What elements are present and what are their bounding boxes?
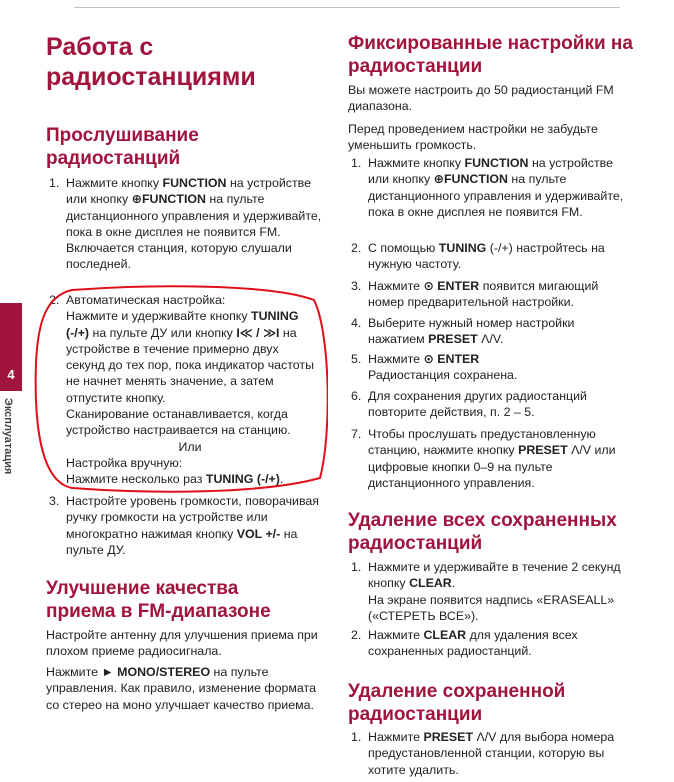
section-heading-delete-all: Удаление всех сохраненных радиостанций	[348, 510, 617, 554]
page-title: Работа с радиостанциями	[46, 33, 256, 91]
list-item: 5. Нажмите ⊙ ENTER Радиостанция сохранена.	[351, 352, 518, 383]
list-item: 7. Чтобы прослушать предустановленную станцию, нажмите кнопку PRESET Λ/V или цифровые кнопки 0–9 на пульте дистанционного управления.	[351, 427, 616, 490]
list-item: 6. Для сохранения других радиостанций повторите действия, п. 2 – 5.	[351, 389, 587, 420]
list-item: 1. Нажмите кнопку FUNCTION на устройстве или кнопку ⊕FUNCTION на пульте дистанционного управления и удерживайте, пока в окне дисплея не появится FM. Включается станция, которую слушали последней.	[49, 176, 322, 272]
handwritten-circle	[32, 282, 328, 494]
list-item: 3. Нажмите ⊙ ENTER появится мигающий номер предварительной настройки.	[351, 279, 599, 310]
paragraph: Перед проведением настройки не забудьте уменьшить громкость.	[348, 122, 598, 153]
paragraph: Нажмите ► MONO/STEREO на пульте управления. Как правило, изменение формата со стерео на моно улучшает качество приема.	[46, 665, 316, 712]
list-item: 1. Нажмите и удерживайте в течение 2 секунд кнопку CLEAR. На экране появится надпись «ERASEALL» («СТЕРЕТЬ ВСЕ»).	[351, 560, 621, 623]
section-heading-preset: Фиксированные настройки на радиостанции	[348, 33, 633, 77]
function-icon: ⊕	[433, 172, 444, 187]
list-item: 3. Настройте уровень громкости, поворачивая ручку громкости на устройстве или многократно нажимая кнопку VOL +/- на пульте ДУ.	[49, 494, 320, 557]
function-icon: ⊕	[131, 192, 142, 207]
list-item: 2. С помощью TUNING (-/+) настройтесь на нужную частоту.	[351, 241, 605, 272]
list-item: 1. Нажмите кнопку FUNCTION на устройстве или кнопку ⊕FUNCTION на пульте дистанционного управления и удерживайте, пока в окне дисплея не появится FM.	[351, 156, 624, 219]
list-item: 1. Нажмите PRESET Λ/V для выбора номера предустановленной станции, которую вы хотите удалить.	[351, 730, 615, 777]
list-item: 2. Автоматическая настройка: Нажмите и удерживайте кнопку TUNING (-/+) на пульте ДУ или кнопку I≪ / ≫I на устройстве в течение примерно двух секунд до тех пор, пока индикатор частоты не начнет менять значение, а затем отпустите кнопку. Сканирование останавливается, когда устройство настраивается на станцию. Или Настройка вручную: Нажмите несколько раз TUNING (-/+).	[49, 293, 314, 487]
paragraph: Настройте антенну для улучшения приема при плохом приеме радиосигнала.	[46, 628, 318, 659]
section-heading-fm: Улучшение качества приема в FM-диапазоне	[46, 578, 271, 622]
chapter-number: 4	[7, 367, 15, 382]
top-rule	[74, 7, 620, 8]
section-heading-listening: Прослушивание радиостанций	[46, 125, 199, 169]
chapter-label: Эксплуатация	[2, 398, 14, 475]
section-heading-delete-one: Удаление сохраненной радиостанции	[348, 681, 566, 725]
list-item: 2. Нажмите CLEAR для удаления всех сохраненных радиостанций.	[351, 628, 578, 659]
paragraph: Вы можете настроить до 50 радиостанций FM диапазона.	[348, 83, 614, 114]
list-item: 4. Выберите нужный номер настройки нажатием PRESET Λ/V.	[351, 316, 575, 347]
